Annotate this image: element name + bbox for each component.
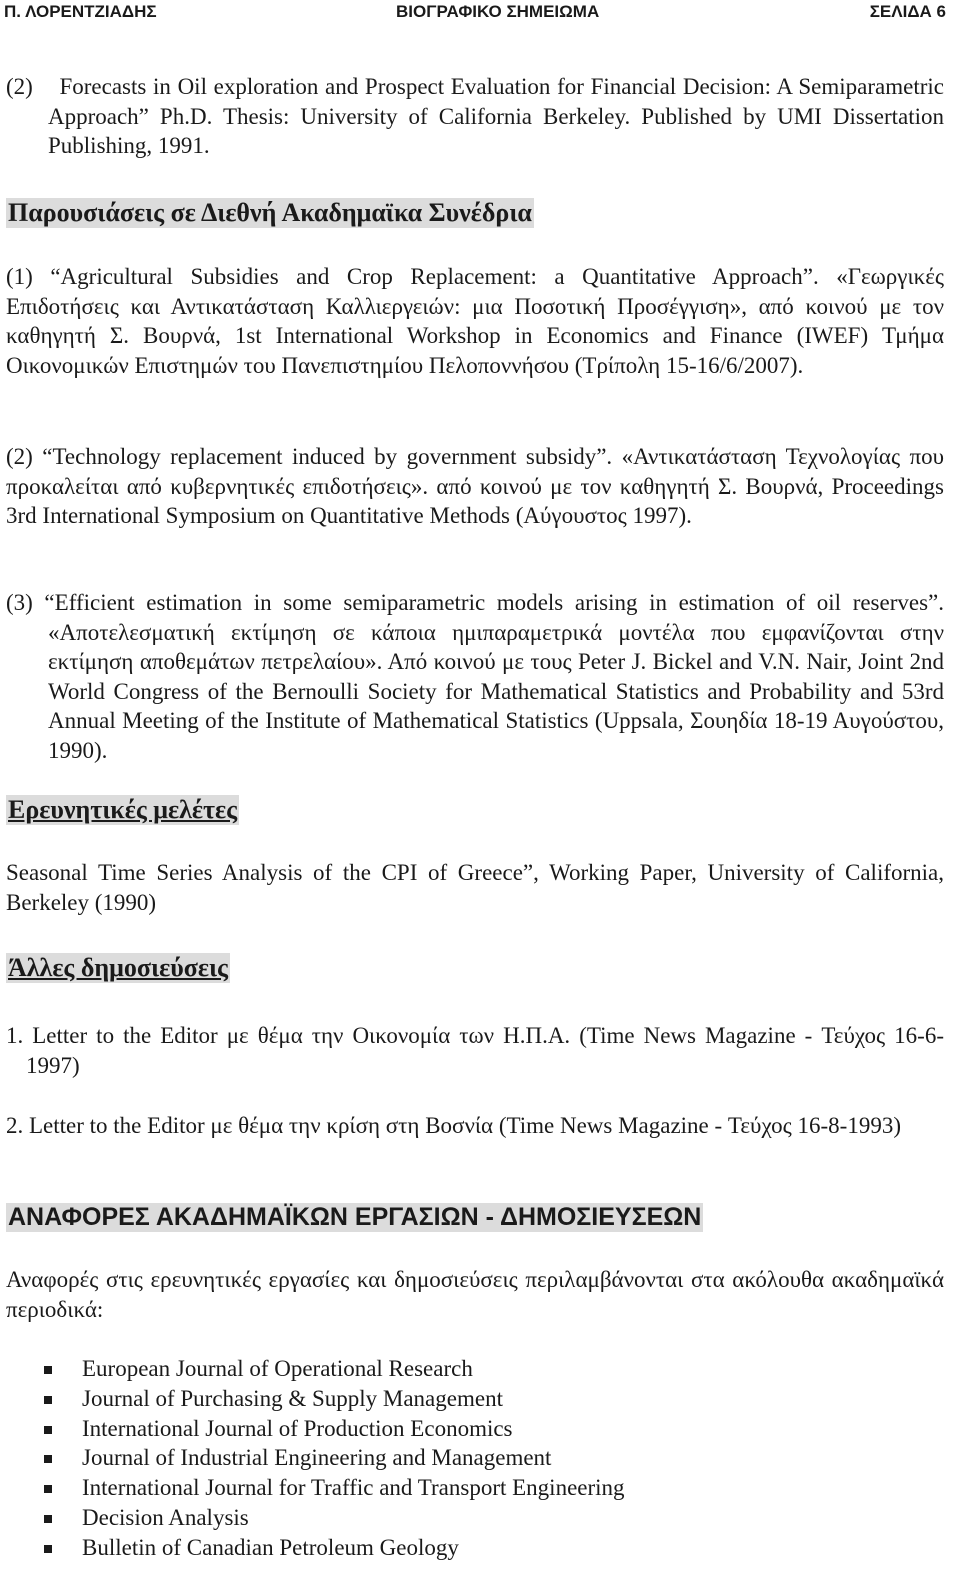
- journal-list: [40, 1354, 625, 1563]
- bullet-square-icon: [44, 1515, 52, 1523]
- journal-item: Journal of Industrial Engineering and Management: [40, 1443, 625, 1473]
- journal-item: International Journal for Traffic and Transport Engineering: [40, 1473, 625, 1503]
- bullet-square-icon: [44, 1545, 52, 1553]
- header-title: ΒΙΟΓΡΑΦΙΚΟ ΣΗΜΕΙΩΜΑ: [396, 2, 600, 21]
- bullet-square-icon: [44, 1485, 52, 1493]
- journal-item: Bulletin of Canadian Petroleum Geology: [40, 1533, 625, 1563]
- header-author: Π. ΛΟΡΕΝΤΖΙΑΔΗΣ: [4, 2, 157, 21]
- research-heading: Ερευνητικές μελέτες: [8, 795, 238, 824]
- bullet-square-icon: [44, 1366, 52, 1374]
- journal-item: International Journal of Production Economics: [40, 1414, 625, 1444]
- journal-item: European Journal of Operational Research: [40, 1354, 625, 1384]
- conference-item-1: (1) “Agricultural Subsidies and Crop Replacement: a Quantitative Approach”. «Γεωργικές Επιδοτήσεις και Αντικατάσταση Καλλιεργειών: μια Ποσοτική Προσέγγιση», από κοινού με τον καθηγητή Σ. Βουρνά, 1st International Workshop in Economics and Finance (IWEF) Τμήμα Οικονομικών Επιστημών του Πανεπιστημίου Πελοποννήσου (Τρίπολη 15-16/6/2007).: [6, 264, 944, 378]
- other-publication-2: 2. Letter to the Editor με θέμα την κρίση στη Βοσνία (Time News Magazine - Τεύχος 16-8-1993): [6, 1113, 901, 1138]
- other-publications-heading: Άλλες δημοσιεύσεις: [8, 953, 228, 982]
- bullet-square-icon: [44, 1426, 52, 1434]
- references-intro: Αναφορές στις ερευνητικές εργασίες και δημοσιεύσεις περιλαμβάνονται στα ακόλουθα ακαδημαϊκά περιοδικά:: [6, 1267, 944, 1322]
- thesis-entry: (2) Forecasts in Oil exploration and Prospect Evaluation for Financial Decision: A Semiparametric Approach” Ph.D. Thesis: University of California Berkeley. Published by UMI Dissertation Publishing, 1991.: [6, 74, 944, 158]
- journal-item: Decision Analysis: [40, 1503, 625, 1533]
- conference-item-2: (2) “Technology replacement induced by government subsidy”. «Αντικατάσταση Τεχνολογίας που προκαλείται από κυβερνητικές επιδοτήσεις». από κοινού με τον καθηγητή Σ. Βουρνά, Proceedings 3rd International Symposium on Quantitative Methods (Αύγουστος 1997).: [6, 444, 944, 528]
- journal-item: Journal of Purchasing & Supply Management: [40, 1384, 625, 1414]
- conference-item-3: (3) “Efficient estimation in some semiparametric models arising in estimation of oil reserves”. «Αποτελεσματική εκτίμηση σε κάποια ημιπαραμετρικά μοντέλα που εμφανίζονται στην εκτίμηση αποθεμάτων πετρελαίου». Από κοινού με τους Peter J. Bickel and V.N. Nair, Joint 2nd World Congress of the Bernoulli Society for Mathematical Statistics and Probability and 53rd Annual Meeting of the Institute of Mathematical Statistics (Uppsala, Σουηδία 18-19 Αυγούστου, 1990).: [6, 590, 944, 763]
- bullet-square-icon: [44, 1396, 52, 1404]
- conferences-heading: Παρουσιάσεις σε Διεθνή Ακαδημαϊκα Συνέδρια: [8, 198, 532, 227]
- research-entry: Seasonal Time Series Analysis of the CPI of Greece”, Working Paper, University of California, Berkeley (1990): [6, 860, 944, 915]
- bullet-square-icon: [44, 1455, 52, 1463]
- references-heading: ΑΝΑΦΟΡΕΣ ΑΚΑΔΗΜΑΪΚΩΝ ΕΡΓΑΣΙΩΝ - ΔΗΜΟΣΙΕΥΣΕΩΝ: [8, 1203, 702, 1231]
- header-page-number: ΣΕΛΙΔΑ 6: [869, 2, 946, 21]
- page-header: [4, 2, 946, 26]
- other-publication-1: 1. Letter to the Editor με θέμα την Οικονομία των Η.Π.Α. (Time News Magazine - Τεύχος 16-6-1997): [6, 1023, 944, 1078]
